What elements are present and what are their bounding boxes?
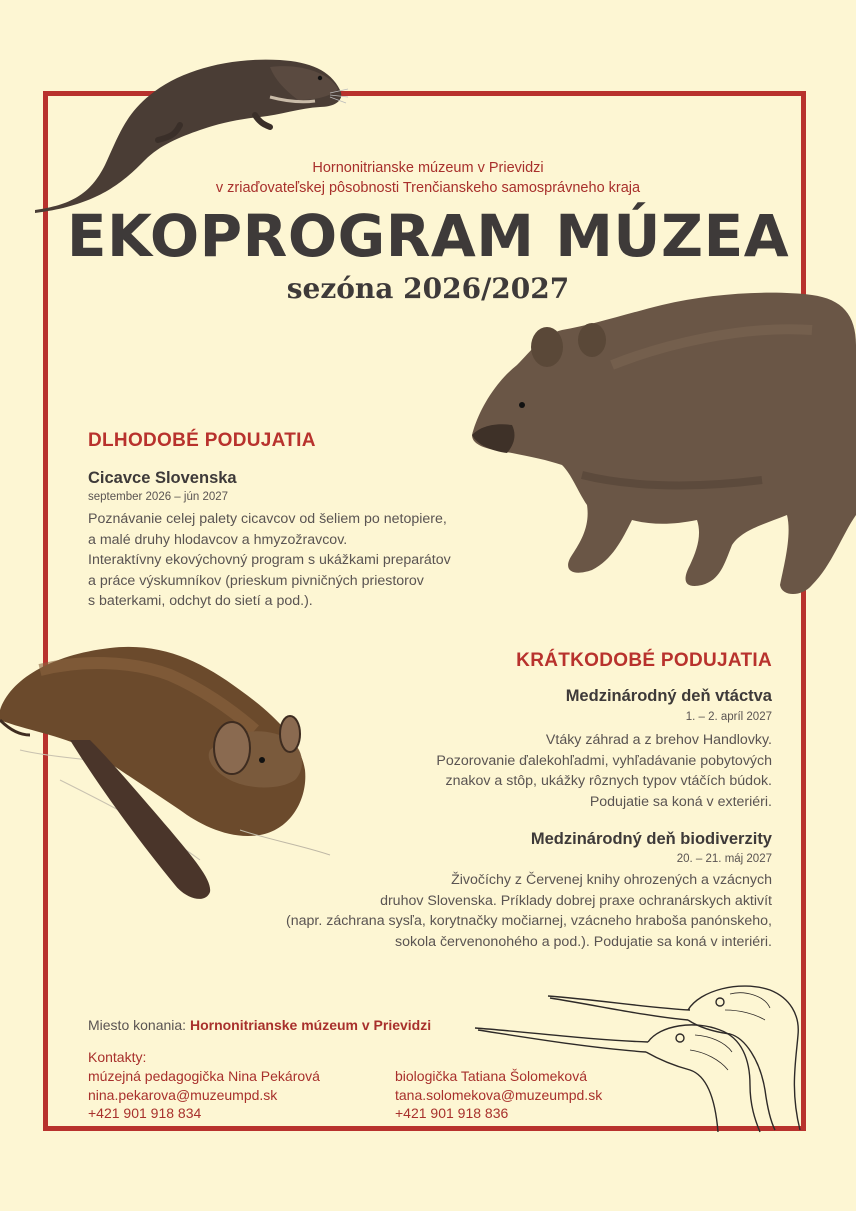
bear-illustration <box>462 285 856 605</box>
venue-line <box>88 1016 431 1035</box>
long-term-heading: DLHODOBÉ PODUJATIA <box>88 430 316 451</box>
event-title-birds: Medzinárodný deň vtáctva <box>565 687 772 705</box>
description-line: Pozorovanie ďalekohľadmi, vyhľadávanie pobytových <box>436 752 772 769</box>
event-description-biodiversity <box>200 870 772 952</box>
contact-email[interactable]: tana.solomekova@muzeumpd.sk <box>395 1086 603 1103</box>
venue-label: Miesto konania: <box>88 1017 187 1033</box>
description-line: Živočíchy z Červenej knihy ohrozených a vzácnych <box>451 872 772 888</box>
description-line: s baterkami, odchyt do sietí a pod.). <box>88 593 313 609</box>
contact-phone[interactable]: +421 901 918 836 <box>395 1105 509 1121</box>
description-line: Interaktívny ekovýchovný program s ukážkami preparátov <box>88 552 451 568</box>
contact-email[interactable]: nina.pekarova@muzeumpd.sk <box>88 1086 278 1103</box>
event-date-birds: 1. – 2. apríl 2027 <box>685 711 772 723</box>
description-line: (napr. záchrana sysľa, korytnačky močiarnej, vzácneho hraboša panónskeho, <box>286 913 772 929</box>
event-description-mammals <box>88 509 518 612</box>
description-line: Poznávanie celej palety cicavcov od šeliem po netopiere, <box>88 511 447 527</box>
description-line: a malé druhy hlodavcov a hmyzožravcov. <box>88 531 348 548</box>
description-line: a práce výskumníkov (prieskum pivničných priestorov <box>88 572 424 589</box>
institution-name: Hornonitrianske múzeum v Prievidzi <box>312 160 544 176</box>
short-term-heading: KRÁTKODOBÉ PODUJATIA <box>516 650 772 671</box>
contact-card-pekarova <box>88 1067 320 1123</box>
event-title-mammals: Cicavce Slovenska <box>88 469 237 487</box>
event-description-birds <box>300 730 772 812</box>
contact-phone[interactable]: +421 901 918 834 <box>88 1105 202 1121</box>
event-title-biodiversity: Medzinárodný deň biodiverzity <box>530 830 772 848</box>
season-subtitle: sezóna 2026/2027 <box>286 272 570 305</box>
contact-card-solomekova <box>395 1067 602 1123</box>
description-line: znakov a stôp, ukážky rôznych typov vtáčích búdok. <box>445 773 772 789</box>
event-date-biodiversity: 20. – 21. máj 2027 <box>676 853 772 865</box>
description-line: druhov Slovenska. Príklady dobrej praxe ochranárskych aktivít <box>380 892 772 909</box>
contact-role: múzejná pedagogička Nina Pekárová <box>88 1068 320 1084</box>
page-title: EKOPROGRAM MÚZEA <box>66 202 790 270</box>
venue-name: Hornonitrianske múzeum v Prievidzi <box>189 1017 432 1033</box>
event-date-mammals: september 2026 – jún 2027 <box>88 491 229 503</box>
contact-role: biologička Tatiana Šolomeková <box>395 1068 587 1084</box>
contacts-label: Kontakty: <box>88 1049 147 1065</box>
description-line: Vtáky záhrad a z brehov Handlovky. <box>545 732 772 748</box>
founder-line: v zriaďovateľskej pôsobnosti Trenčianskeho samosprávneho kraja <box>215 180 641 196</box>
description-line: sokola červenonohého a pod.). Podujatie sa koná v interiéri. <box>395 933 772 950</box>
description-line: Podujatie sa koná v exteriéri. <box>589 793 772 810</box>
